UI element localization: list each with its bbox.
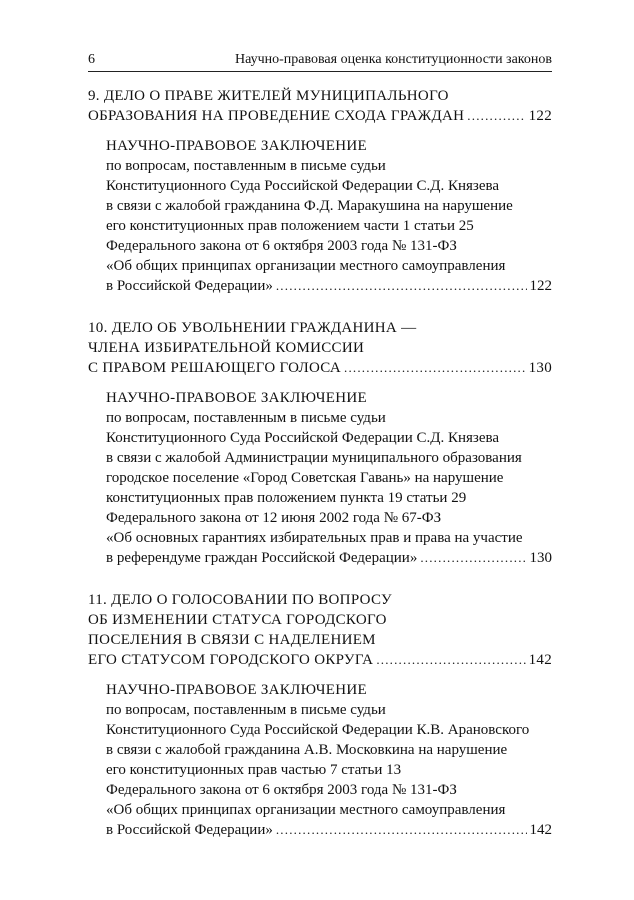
- conclusion-line: по вопросам, поставленным в письме судьи: [106, 702, 386, 718]
- conclusion-line: в связи с жалобой гражданина Ф.Д. Маракушина на нарушение: [106, 198, 513, 214]
- conclusion-heading: НАУЧНО-ПРАВОВОЕ ЗАКЛЮЧЕНИЕ: [106, 390, 367, 406]
- dot-leader: [420, 548, 526, 568]
- conclusion-heading: НАУЧНО-ПРАВОВОЕ ЗАКЛЮЧЕНИЕ: [106, 682, 367, 698]
- running-title: Научно-правовая оценка конституционности законов: [234, 52, 552, 67]
- conclusion-line: его конституционных прав частью 7 статьи 13: [106, 762, 402, 778]
- conclusion-line: Конституционного Суда Российской Федерации К.В. Арановского: [106, 722, 530, 738]
- conclusion-line: Федерального закона от 6 октября 2003 года № 131-ФЗ: [106, 238, 457, 254]
- toc-section-10: [88, 318, 552, 568]
- conclusion-line-text: в Российской Федерации»: [106, 822, 273, 838]
- table-of-contents: [88, 86, 552, 862]
- case-title-line: ПОСЕЛЕНИЯ В СВЯЗИ С НАДЕЛЕНИЕМ: [88, 632, 376, 648]
- conclusion-line: конституционных прав положением пункта 19 статьи 29: [106, 490, 467, 506]
- page-number: 6: [88, 52, 95, 67]
- conclusion-line: его конституционных прав положением части 1 статьи 25: [106, 218, 474, 234]
- case-title-line: 10. ДЕЛО ОБ УВОЛЬНЕНИИ ГРАЖДАНИНА —: [88, 320, 417, 336]
- case-title-text: С ПРАВОМ РЕШАЮЩЕГО ГОЛОСА: [88, 360, 341, 376]
- case-title-line: ОБ ИЗМЕНЕНИИ СТАТУСА ГОРОДСКОГО: [88, 612, 387, 628]
- conclusion-line: в связи с жалобой Администрации муниципального образования: [106, 450, 522, 466]
- toc-section-11: [88, 590, 552, 840]
- case-title-line: 11. ДЕЛО О ГОЛОСОВАНИИ ПО ВОПРОСУ: [88, 592, 392, 608]
- conclusion-line: по вопросам, поставленным в письме судьи: [106, 410, 386, 426]
- dot-leader: [276, 276, 527, 296]
- case-title-line: ЧЛЕНА ИЗБИРАТЕЛЬНОЙ КОМИССИИ: [88, 340, 365, 356]
- case-title-last-line: [88, 106, 552, 126]
- case-title-line: 9. ДЕЛО О ПРАВЕ ЖИТЕЛЕЙ МУНИЦИПАЛЬНОГО: [88, 88, 449, 104]
- case-title-text: ОБРАЗОВАНИЯ НА ПРОВЕДЕНИЕ СХОДА ГРАЖДАН: [88, 108, 465, 124]
- conclusion-entry: [88, 680, 552, 840]
- conclusion-line: Федерального закона от 6 октября 2003 года № 131-ФЗ: [106, 782, 457, 798]
- case-title-last-line: [88, 650, 552, 670]
- toc-page-number: 130: [528, 360, 552, 376]
- running-header: [88, 36, 552, 72]
- dot-leader: [376, 650, 525, 670]
- conclusion-line: Федерального закона от 12 июня 2002 года № 67-ФЗ: [106, 510, 442, 526]
- toc-page-number: 142: [529, 822, 552, 838]
- dot-leader: [467, 106, 525, 126]
- toc-section-9: [88, 86, 552, 296]
- case-title-last-line: [88, 358, 552, 378]
- conclusion-line: «Об общих принципах организации местного самоуправления: [106, 802, 506, 818]
- conclusion-entry: [88, 388, 552, 568]
- toc-page-number: 142: [528, 652, 552, 668]
- toc-page-number: 130: [529, 550, 552, 566]
- conclusion-entry: [88, 136, 552, 296]
- conclusion-last-line: [106, 276, 552, 296]
- toc-page-number: 122: [529, 278, 552, 294]
- conclusion-last-line: [106, 820, 552, 840]
- conclusion-heading: НАУЧНО-ПРАВОВОЕ ЗАКЛЮЧЕНИЕ: [106, 138, 367, 154]
- conclusion-line: Конституционного Суда Российской Федерации С.Д. Князева: [106, 430, 500, 446]
- conclusion-line-text: в Российской Федерации»: [106, 278, 273, 294]
- dot-leader: [344, 358, 526, 378]
- conclusion-line: Конституционного Суда Российской Федерации С.Д. Князева: [106, 178, 500, 194]
- conclusion-last-line: [106, 548, 552, 568]
- case-title-text: ЕГО СТАТУСОМ ГОРОДСКОГО ОКРУГА: [88, 652, 374, 668]
- dot-leader: [276, 820, 527, 840]
- conclusion-line: «Об основных гарантиях избирательных прав и права на участие: [106, 530, 523, 546]
- toc-page-number: 122: [528, 108, 552, 124]
- conclusion-line: в связи с жалобой гражданина А.В. Московкина на нарушение: [106, 742, 508, 758]
- conclusion-line-text: в референдуме граждан Российской Федерации»: [106, 550, 418, 566]
- conclusion-line: городское поселение «Город Советская Гавань» на нарушение: [106, 470, 504, 486]
- conclusion-line: по вопросам, поставленным в письме судьи: [106, 158, 386, 174]
- conclusion-line: «Об общих принципах организации местного самоуправления: [106, 258, 506, 274]
